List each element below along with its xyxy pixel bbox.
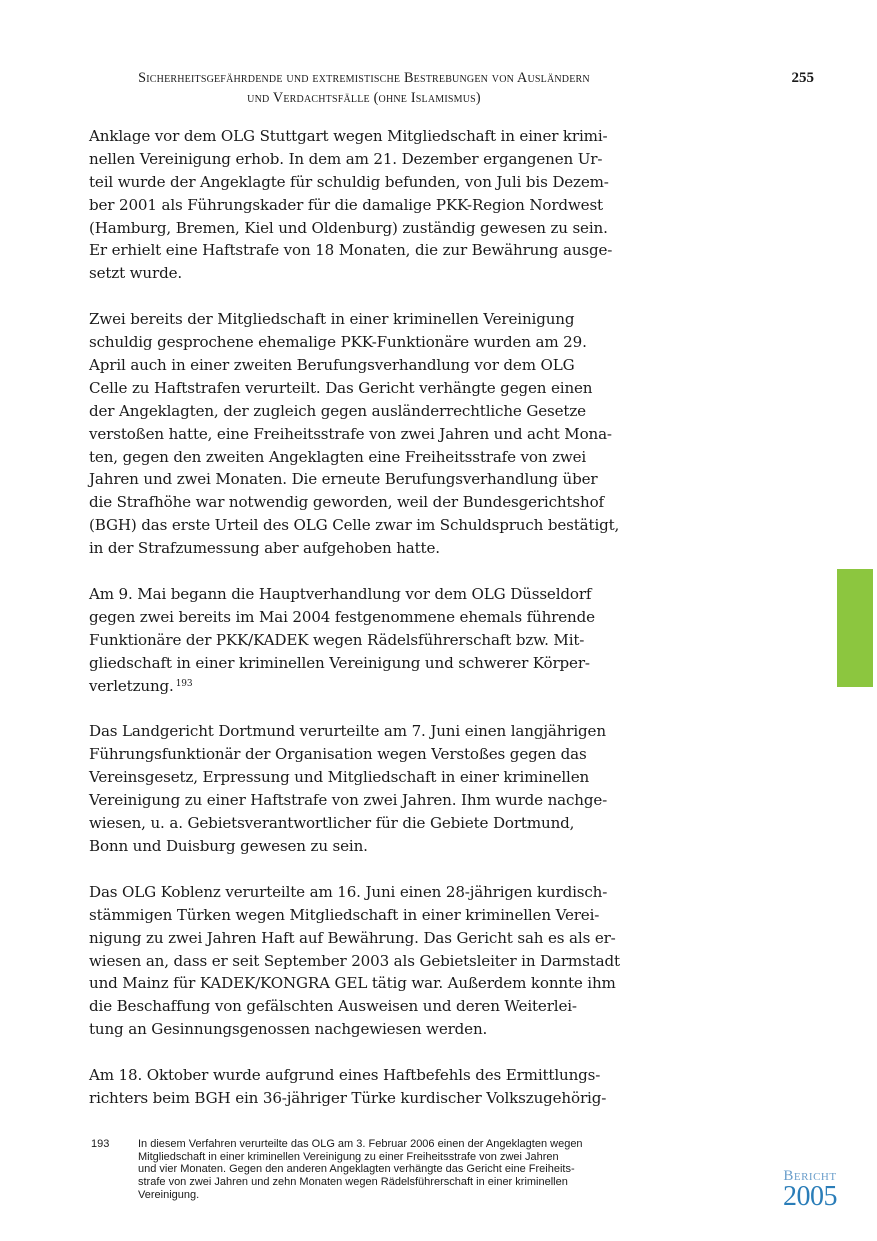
text-line: verstoßen hatte, eine Freiheitsstrafe von zwei Jahren und acht Mona- [89, 424, 612, 443]
text-line: Führungsfunktionär der Organisation wegen Verstoßes gegen das [89, 745, 587, 764]
text-line: Das Landgericht Dortmund verurteilte am 7. Juni einen langjährigen [89, 722, 606, 741]
text-line: setzt wurde. [89, 264, 183, 283]
text-line: Das OLG Koblenz verurteilte am 16. Juni einen 28-jährigen kurdisch- [89, 882, 608, 901]
text-line: wiesen an, dass er seit September 2003 als Gebietsleiter in Darmstadt [89, 951, 620, 970]
running-header-line-2: und Verdachtsfälle (ohne Islamismus) [247, 90, 481, 106]
paragraph-5 [89, 881, 649, 1041]
text-line: nellen Vereinigung erhob. In dem am 21. Dezember ergangenen Ur- [89, 149, 603, 168]
text-line: Vereinsgesetz, Erpressung und Mitgliedschaft in einer kriminellen [89, 768, 590, 787]
text-line: verletzung. [89, 676, 174, 695]
paragraph-1 [89, 125, 649, 285]
text-line: gliedschaft in einer kriminellen Vereinigung und schwerer Körper- [89, 653, 590, 672]
text-line: wiesen, u. a. Gebietsverantwortlicher für die Gebiete Dortmund, [89, 814, 575, 833]
text-line: Am 18. Oktober wurde aufgrund eines Haftbefehls des Ermittlungs- [89, 1066, 601, 1085]
running-header [89, 68, 639, 108]
footnote-line: strafe von zwei Jahren und zehn Monaten wegen Rädelsführerschaft in einer kriminellen [138, 1176, 568, 1189]
text-line: in der Strafzumessung aber aufgehoben hatte. [89, 539, 440, 558]
text-line: April auch in einer zweiten Berufungsverhandlung vor dem OLG [89, 356, 575, 375]
footnote-number: 193 [91, 1138, 110, 1150]
text-line: teil wurde der Angeklagte für schuldig befunden, von Juli bis Dezem- [89, 172, 609, 191]
text-line: der Angeklagten, der zugleich gegen ausländerrechtliche Gesetze [89, 401, 586, 420]
text-line: Bonn und Duisburg gewesen zu sein. [89, 836, 368, 855]
footnote-line: Mitgliedschaft in einer kriminellen Vereinigung zu einer Freiheitsstrafe von zwei Jahren [138, 1150, 559, 1163]
text-line: die Beschaffung von gefälschten Ausweisen und deren Weiterlei- [89, 997, 577, 1016]
logo-year: 2005 [783, 1181, 837, 1212]
report-logo [770, 1168, 850, 1210]
text-line: schuldig gesprochene ehemalige PKK-Funktionäre wurden am 29. [89, 333, 587, 352]
chapter-tab-marker [837, 569, 873, 687]
text-line: Jahren und zwei Monaten. Die erneute Berufungsverhandlung über [89, 470, 598, 489]
body-text [89, 125, 649, 1133]
text-line: (BGH) das erste Urteil des OLG Celle zwar im Schuldspruch bestätigt, [89, 516, 620, 535]
text-line: Funktionäre der PKK/KADEK wegen Rädelsführerschaft bzw. Mit- [89, 630, 585, 649]
text-line: (Hamburg, Bremen, Kiel und Oldenburg) zuständig gewesen zu sein. [89, 218, 608, 237]
text-line: Celle zu Haftstrafen verurteilt. Das Gericht verhängte gegen einen [89, 378, 593, 397]
text-line: Zwei bereits der Mitgliedschaft in einer kriminellen Vereinigung [89, 310, 575, 329]
text-line: nigung zu zwei Jahren Haft auf Bewährung. Das Gericht sah es als er- [89, 928, 616, 947]
footnote-line: und vier Monaten. Gegen den anderen Angeklagten verhängte das Gericht eine Freiheits- [138, 1163, 575, 1176]
logo-word: Bericht [783, 1168, 837, 1184]
footnote-reference[interactable]: 193 [175, 678, 193, 689]
paragraph-2 [89, 308, 649, 560]
footnote-text [138, 1138, 658, 1202]
text-line: Am 9. Mai begann die Hauptverhandlung vor dem OLG Düsseldorf [89, 585, 592, 604]
footnote-line: Vereinigung. [138, 1188, 200, 1201]
text-line: stämmigen Türken wegen Mitgliedschaft in einer kriminellen Verei- [89, 905, 600, 924]
text-line: tung an Gesinnungsgenossen nachgewiesen werden. [89, 1020, 488, 1039]
page-number: 255 [791, 70, 814, 86]
text-line: Er erhielt eine Haftstrafe von 18 Monaten, die zur Bewährung ausge- [89, 241, 613, 260]
text-line: die Strafhöhe war notwendig geworden, weil der Bundesgerichtshof [89, 493, 604, 512]
running-header-line-1: Sicherheitsgefährdende und extremistische Bestrebungen von Ausländern [138, 70, 590, 86]
footnote-line: In diesem Verfahren verurteilte das OLG am 3. Februar 2006 einen der Angeklagten wegen [138, 1138, 583, 1150]
text-line: Anklage vor dem OLG Stuttgart wegen Mitgliedschaft in einer krimi- [89, 127, 608, 145]
text-line: Vereinigung zu einer Haftstrafe von zwei Jahren. Ihm wurde nachge- [89, 791, 608, 810]
text-line: gegen zwei bereits im Mai 2004 festgenommene ehemals führende [89, 607, 595, 626]
text-line: ten, gegen den zweiten Angeklagten eine Freiheitsstrafe von zwei [89, 447, 587, 466]
paragraph-4 [89, 720, 649, 857]
text-line: ber 2001 als Führungskader für die damalige PKK-Region Nordwest [89, 195, 603, 214]
text-line-with-footnote [89, 675, 649, 698]
paragraph-3 [89, 583, 649, 697]
text-line: und Mainz für KADEK/KONGRA GEL tätig war. Außerdem konnte ihm [89, 974, 616, 993]
paragraph-6 [89, 1064, 649, 1110]
text-line: richters beim BGH ein 36-jähriger Türke kurdischer Volkszugehörig- [89, 1088, 607, 1107]
